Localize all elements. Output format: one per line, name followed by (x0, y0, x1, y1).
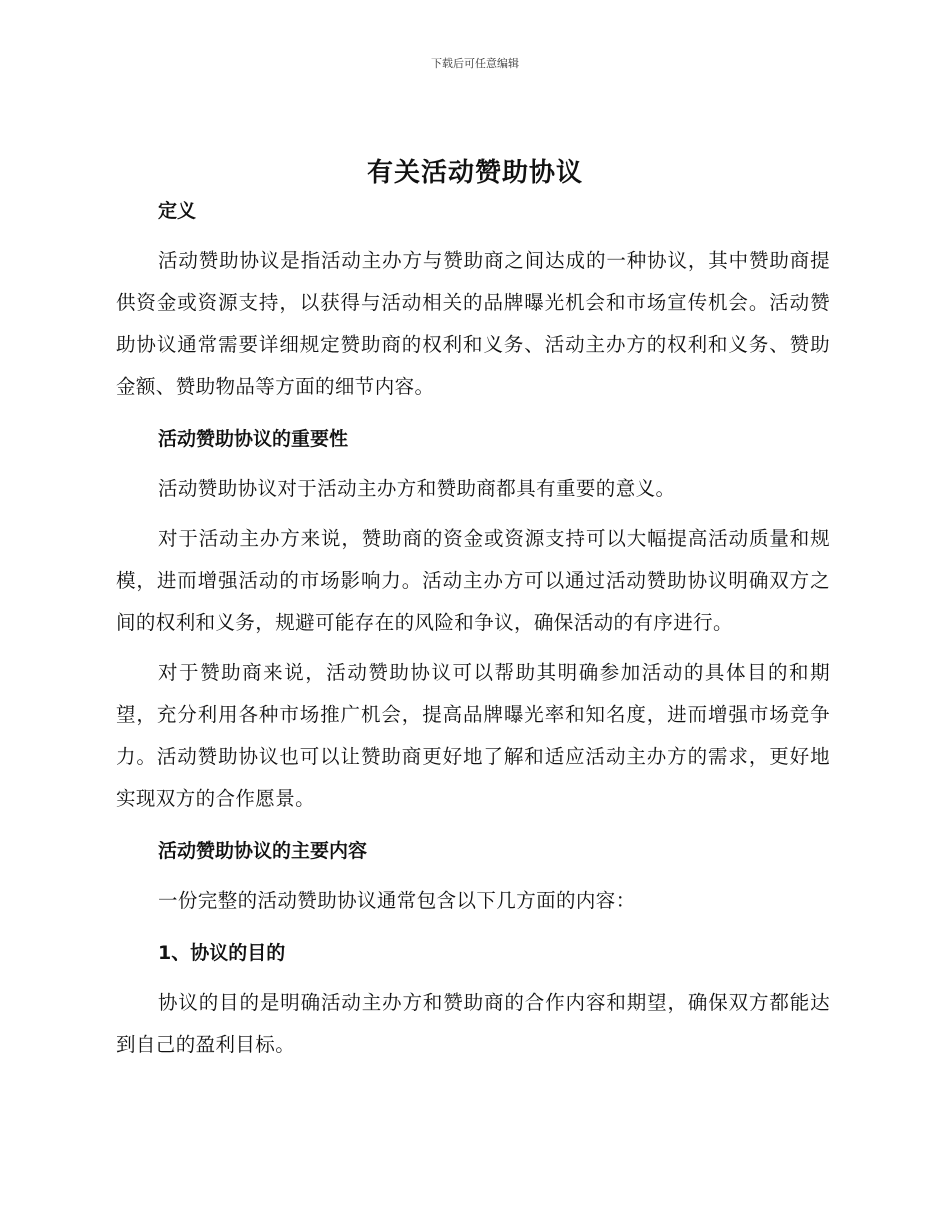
section-heading-purpose: 1、协议的目的 (158, 942, 286, 964)
paragraph-content: 一份完整的活动赞助协议通常包含以下几方面的内容： (158, 889, 636, 912)
section-heading-content: 活动赞助协议的主要内容 (158, 840, 368, 862)
section-heading-importance: 活动赞助协议的重要性 (158, 428, 349, 450)
paragraph-importance-1: 活动赞助协议对于活动主办方和赞助商都具有重要的意义。 (158, 477, 676, 500)
section-heading-definition: 定义 (158, 200, 197, 222)
paragraph-importance-2: 对于活动主办方来说，赞助商的资金或资源支持可以大幅提高活动质量和规模，进而增强活动的市场影响力。活动主办方可以通过活动赞助协议明确双方之间的权利和义务，规避可能存在的风险和争议，确保活动的有序进行。 (116, 527, 830, 634)
paragraph-definition: 活动赞助协议是指活动主办方与赞助商之间达成的一种协议，其中赞助商提供资金或资源支持，以获得与活动相关的品牌曝光机会和市场宣传机会。活动赞助协议通常需要详细规定赞助商的权利和义务、活动主办方的权利和义务、赞助金额、赞助物品等方面的细节内容。 (116, 249, 830, 398)
paragraph-purpose: 协议的目的是明确活动主办方和赞助商的合作内容和期望，确保双方都能达到自己的盈利目标。 (116, 991, 830, 1056)
header-note: 下载后可任意编辑 (431, 57, 519, 70)
document-body (116, 196, 830, 1066)
paragraph-importance-3: 对于赞助商来说，活动赞助协议可以帮助其明确参加活动的具体目的和期望，充分利用各种市场推广机会，提高品牌曝光率和知名度，进而增强市场竞争力。活动赞助协议也可以让赞助商更好地了解和适应活动主办方的需求，更好地实现双方的合作愿景。 (116, 661, 830, 810)
document-title: 有关活动赞助协议 (366, 158, 583, 188)
